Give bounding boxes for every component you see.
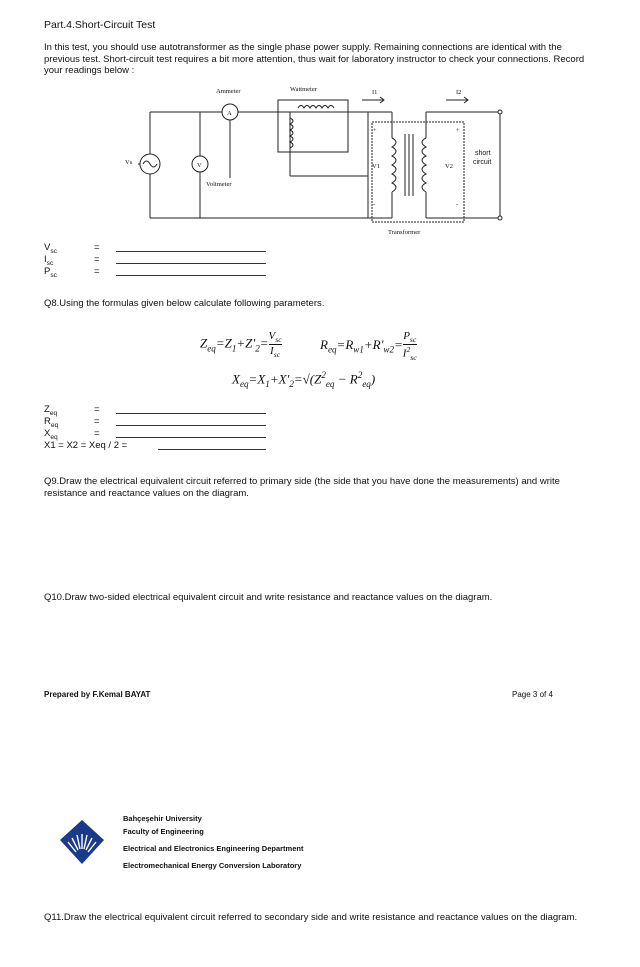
answer-line[interactable]	[116, 254, 266, 264]
voltmeter-glyph: V	[197, 162, 202, 169]
answer-line[interactable]	[116, 242, 266, 252]
wattmeter-label: Wattmeter	[290, 86, 317, 93]
short-label-2: circuit	[473, 159, 492, 166]
i2-label: I2	[456, 89, 462, 96]
answer-line[interactable]	[116, 428, 266, 438]
department-name: Electrical and Electronics Engineering Department	[123, 844, 304, 853]
plus-primary: +	[373, 127, 377, 134]
short-circuit-diagram	[110, 82, 520, 242]
plus-secondary: +	[456, 127, 460, 134]
university-logo	[58, 818, 106, 868]
i1-label: I1	[372, 89, 378, 96]
formula-xeq: $X_{eq}=X_1+X'_2=√(Z^2_{eq} - R^2_{eq})$	[232, 370, 376, 389]
voltmeter-label: Voltmeter	[206, 181, 232, 188]
section-title: Part.4.Short-Circuit Test	[44, 19, 156, 31]
prepared-by: Prepared by F.Kemal BAYAT	[44, 690, 151, 699]
q9-text: Q9.Draw the electrical equivalent circuit referred to primary side (the side that you have done the measurements) and write resistance and reactance values on the diagram.	[44, 476, 560, 499]
transformer-label: Transformer	[388, 229, 421, 236]
university-name: Bahçeşehir University	[123, 814, 202, 823]
minus-primary: -	[373, 201, 376, 208]
intro-paragraph: In this test, you should use autotransformer as the single phase power supply. Remaining connections are identical with the previous test. Short-circuit test requires a bit more attention, thus wait for laboratory instructor to check your connections. Record your readings below :	[44, 42, 585, 76]
page-number: Page 3 of 4	[512, 690, 553, 699]
formula-zeq: $Z_{eq}=Z_1+Z'_2=$ $V_{sc}$ $I_{sc}$	[200, 330, 282, 360]
source-label: Vs	[125, 159, 133, 166]
minus-secondary: -	[456, 201, 459, 208]
answer-line[interactable]	[116, 416, 266, 426]
q11-text: Q11.Draw the electrical equivalent circuit referred to secondary side and write resistance and reactance values on the diagram.	[44, 912, 578, 923]
q8-text: Q8.Using the formulas given below calculate following parameters.	[44, 298, 325, 309]
short-label-1: short	[475, 150, 491, 157]
header2-block	[123, 812, 303, 872]
v2-label: V2	[445, 163, 453, 170]
q10-text: Q10.Draw two-sided electrical equivalent circuit and write resistance and reactance values on the diagram.	[44, 592, 493, 603]
formula-req: $R_{eq}=R_{w1}+R'_{w2}=$ $P_{sc}$ $I^2_{sc}$	[320, 330, 417, 363]
answer-line[interactable]	[116, 266, 266, 276]
lab-name: Electromechanical Energy Conversion Laboratory	[123, 861, 302, 870]
v1-label: V1	[372, 163, 380, 170]
answer-line[interactable]	[158, 440, 266, 450]
ammeter-label: Ammeter	[216, 88, 241, 95]
answer-line[interactable]	[116, 404, 266, 414]
faculty-name: Faculty of Engineering	[123, 827, 204, 836]
ammeter-glyph: A	[227, 110, 232, 117]
